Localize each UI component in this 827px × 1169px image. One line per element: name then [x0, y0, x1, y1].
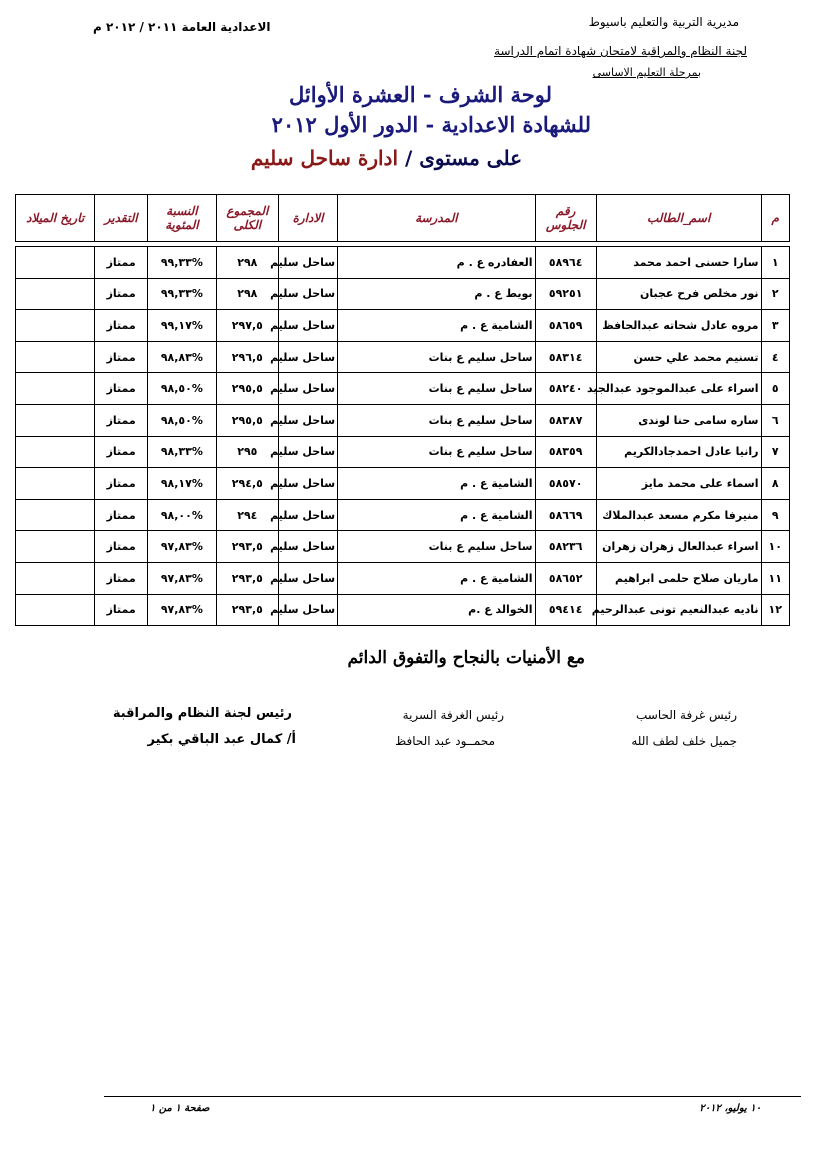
cell-num: ٦ [761, 404, 790, 436]
footer-page-number: صفحة ١ من ١ [150, 1103, 210, 1114]
administration-line [251, 146, 522, 170]
col-school: المدرسة [338, 195, 535, 242]
table-header-row [16, 195, 790, 242]
cell-student-name: منيرفا مكرم مسعد عبدالملاك [596, 499, 761, 531]
cell-birth-date [16, 436, 95, 468]
cell-administration: ساحل سليم [278, 278, 337, 310]
cell-seat-number: ٥٨٦٥٩ [535, 310, 596, 342]
cell-administration: ساحل سليم [278, 468, 337, 500]
cell-percentage: %٩٨,١٧ [148, 468, 217, 500]
cell-total: ٢٩٣,٥ [216, 594, 278, 626]
col-num: م [761, 195, 790, 242]
cell-birth-date [16, 341, 95, 373]
cell-percentage: %٩٨,٥٠ [148, 404, 217, 436]
cell-grade: ممتاز [95, 594, 148, 626]
table-row [16, 531, 790, 563]
cell-grade: ممتاز [95, 341, 148, 373]
cell-seat-number: ٥٨٥٧٠ [535, 468, 596, 500]
cell-student-name: تسنيم محمد علي حسن [596, 341, 761, 373]
col-percentage: النسبة المئوية [148, 195, 217, 242]
cell-student-name: ناديه عبدالنعيم تونى عبدالرحيم [596, 594, 761, 626]
cell-grade: ممتاز [95, 499, 148, 531]
certificate-subtitle: للشهادة الاعدادية - الدور الأول ٢٠١٢ [271, 112, 591, 137]
committee-head-title: رئيس لجنة النظام والمراقبة [112, 706, 292, 721]
cell-seat-number: ٥٨٢٤٠ [535, 373, 596, 405]
cell-administration: ساحل سليم [278, 562, 337, 594]
cell-grade: ممتاز [95, 531, 148, 563]
cell-num: ٨ [761, 468, 790, 500]
cell-birth-date [16, 404, 95, 436]
cell-seat-number: ٥٨٩٦٤ [535, 247, 596, 279]
cell-grade: ممتاز [95, 278, 148, 310]
cell-num: ٩ [761, 499, 790, 531]
cell-percentage: %٩٩,٣٣ [148, 278, 217, 310]
cell-num: ١٢ [761, 594, 790, 626]
cell-birth-date [16, 499, 95, 531]
cell-total: ٢٩٥ [216, 436, 278, 468]
cell-total: ٢٩٣,٥ [216, 531, 278, 563]
cell-birth-date [16, 468, 95, 500]
col-birth-date: تاريخ الميلاد [16, 195, 95, 242]
committee-label: لجنة النظام والمراقبة لامتحان شهادة اتمام الدراسة [494, 44, 747, 58]
committee-head-name: أ/ كمال عبد الباقي بكير [147, 732, 296, 747]
cell-num: ٥ [761, 373, 790, 405]
cell-student-name: اسماء على محمد مايز [596, 468, 761, 500]
table-row [16, 468, 790, 500]
cell-seat-number: ٥٨٢٣٦ [535, 531, 596, 563]
table-row [16, 499, 790, 531]
cell-percentage: %٩٩,١٧ [148, 310, 217, 342]
cell-seat-number: ٥٨٣١٤ [535, 341, 596, 373]
cell-administration: ساحل سليم [278, 310, 337, 342]
wishes-text: مع الأمنيات بالنجاح والتفوق الدائم [347, 648, 585, 668]
cell-administration: ساحل سليم [278, 404, 337, 436]
cell-seat-number: ٥٩٤١٤ [535, 594, 596, 626]
cell-total: ٢٩٥,٥ [216, 373, 278, 405]
col-administration: الادارة [278, 195, 337, 242]
cell-school: بويط ع . م [338, 278, 535, 310]
cell-grade: ممتاز [95, 436, 148, 468]
cell-num: ١١ [761, 562, 790, 594]
table-row [16, 247, 790, 279]
cell-num: ٣ [761, 310, 790, 342]
stage-label: بمرحلة التعليم الاساسى [592, 66, 701, 79]
cell-total: ٢٩٣,٥ [216, 562, 278, 594]
col-total: المجموع الكلى [216, 195, 278, 242]
cell-percentage: %٩٨,٨٣ [148, 341, 217, 373]
cell-administration: ساحل سليم [278, 436, 337, 468]
cell-grade: ممتاز [95, 373, 148, 405]
cell-seat-number: ٥٨٣٥٩ [535, 436, 596, 468]
table-row [16, 404, 790, 436]
cell-num: ٧ [761, 436, 790, 468]
cell-student-name: ساره سامى حنا لوندى [596, 404, 761, 436]
secret-room-head-title: رئيس الغرفة السرية [402, 708, 504, 722]
col-student-name: اسم_الطالب [596, 195, 761, 242]
cell-school: ساحل سليم ع بنات [338, 404, 535, 436]
computer-room-head-name: جميل خلف لطف الله [631, 734, 737, 748]
cell-total: ٢٩٨ [216, 247, 278, 279]
cell-school: الخوالد ع .م [338, 594, 535, 626]
cell-administration: ساحل سليم [278, 594, 337, 626]
cell-seat-number: ٥٨٦٥٢ [535, 562, 596, 594]
cell-administration: ساحل سليم [278, 499, 337, 531]
cell-school: الشامية ع . م [338, 562, 535, 594]
cell-num: ٤ [761, 341, 790, 373]
exam-year-label: الاعدادية العامة ٢٠١١ / ٢٠١٢ م [93, 20, 271, 34]
cell-percentage: %٩٧,٨٣ [148, 562, 217, 594]
level-prefix: على مستوى / [404, 146, 522, 170]
cell-school: ساحل سليم ع بنات [338, 341, 535, 373]
cell-total: ٢٩٤,٥ [216, 468, 278, 500]
cell-percentage: %٩٧,٨٣ [148, 531, 217, 563]
cell-birth-date [16, 594, 95, 626]
cell-percentage: %٩٨,٠٠ [148, 499, 217, 531]
cell-percentage: %٩٨,٣٣ [148, 436, 217, 468]
cell-grade: ممتاز [95, 247, 148, 279]
cell-birth-date [16, 278, 95, 310]
cell-percentage: %٩٩,٣٣ [148, 247, 217, 279]
table-row [16, 341, 790, 373]
cell-birth-date [16, 373, 95, 405]
honor-board-title: لوحة الشرف - العشرة الأوائل [289, 82, 552, 107]
cell-num: ٢ [761, 278, 790, 310]
cell-birth-date [16, 310, 95, 342]
cell-total: ٢٩٦,٥ [216, 341, 278, 373]
cell-birth-date [16, 531, 95, 563]
top-students-table [15, 194, 790, 626]
cell-total: ٢٩٨ [216, 278, 278, 310]
cell-student-name: اسراء على عبدالموجود عبدالجيد [596, 373, 761, 405]
cell-seat-number: ٥٨٣٨٧ [535, 404, 596, 436]
cell-total: ٢٩٥,٥ [216, 404, 278, 436]
cell-birth-date [16, 562, 95, 594]
cell-seat-number: ٥٨٦٦٩ [535, 499, 596, 531]
cell-num: ١٠ [761, 531, 790, 563]
administration-name: ادارة ساحل سليم [250, 146, 405, 170]
cell-total: ٢٩٧,٥ [216, 310, 278, 342]
cell-student-name: ماريان صلاح حلمى ابراهيم [596, 562, 761, 594]
table-row [16, 373, 790, 405]
cell-seat-number: ٥٩٢٥١ [535, 278, 596, 310]
cell-grade: ممتاز [95, 310, 148, 342]
cell-school: ساحل سليم ع بنات [338, 531, 535, 563]
cell-administration: ساحل سليم [278, 341, 337, 373]
table-row [16, 278, 790, 310]
footer-date: ١٠ يوليو، ٢٠١٢ [699, 1103, 761, 1114]
cell-school: ساحل سليم ع بنات [338, 436, 535, 468]
computer-room-head-title: رئيس غرفة الحاسب [636, 708, 737, 722]
cell-grade: ممتاز [95, 404, 148, 436]
directorate-label: مديرية التربية والتعليم باسيوط [588, 15, 739, 29]
cell-student-name: مروه عادل شحاته عبدالحافظ [596, 310, 761, 342]
table-row [16, 310, 790, 342]
cell-birth-date [16, 247, 95, 279]
cell-school: العفادره ع . م [338, 247, 535, 279]
cell-administration: ساحل سليم [278, 373, 337, 405]
table-row [16, 594, 790, 626]
col-grade: التقدير [95, 195, 148, 242]
secret-room-head-name: محمــود عبد الحافظ [395, 734, 495, 748]
cell-student-name: نور مخلص فرح عجبان [596, 278, 761, 310]
cell-grade: ممتاز [95, 562, 148, 594]
cell-school: ساحل سليم ع بنات [338, 373, 535, 405]
cell-student-name: رانيا عادل احمدجادالكريم [596, 436, 761, 468]
cell-school: الشامية ع . م [338, 310, 535, 342]
cell-administration: ساحل سليم [278, 247, 337, 279]
table-row [16, 562, 790, 594]
cell-total: ٢٩٤ [216, 499, 278, 531]
cell-percentage: %٩٨,٥٠ [148, 373, 217, 405]
cell-administration: ساحل سليم [278, 531, 337, 563]
cell-school: الشامية ع . م [338, 499, 535, 531]
table-row [16, 436, 790, 468]
cell-percentage: %٩٧,٨٣ [148, 594, 217, 626]
cell-school: الشامية ع . م [338, 468, 535, 500]
col-seat-number: رقم الجلوس [535, 195, 596, 242]
cell-num: ١ [761, 247, 790, 279]
cell-student-name: اسراء عبدالعال زهران زهران [596, 531, 761, 563]
cell-grade: ممتاز [95, 468, 148, 500]
cell-student-name: سارا حسنى احمد محمد [596, 247, 761, 279]
footer-divider [104, 1096, 801, 1097]
